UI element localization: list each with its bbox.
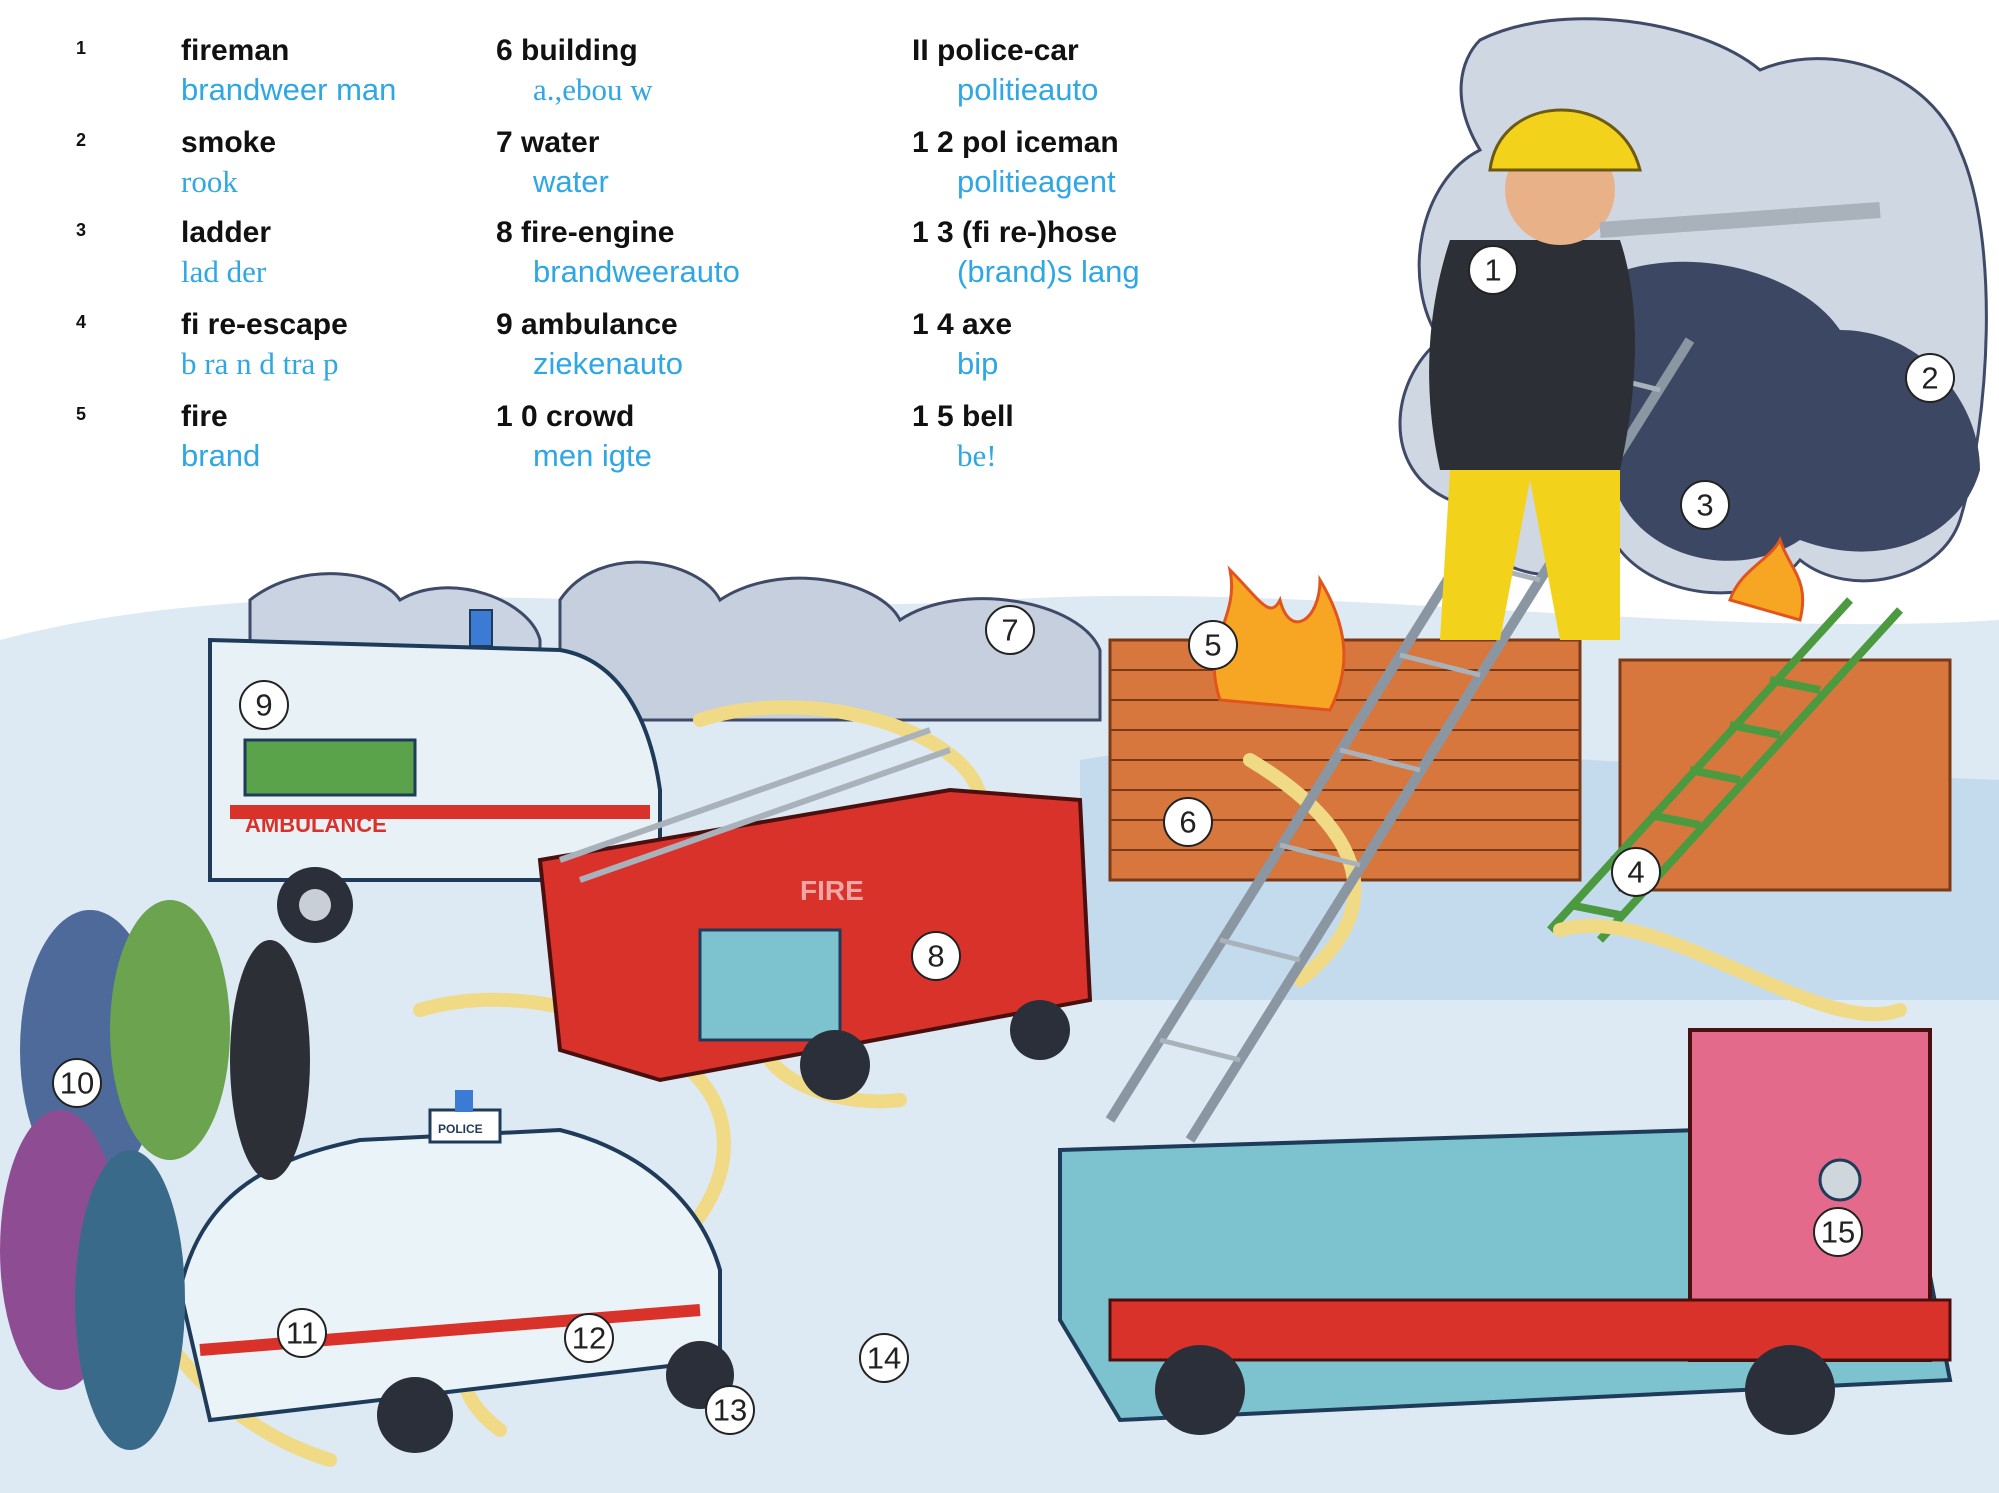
police-car-label: POLICE — [438, 1122, 483, 1136]
callout-label-2: 2 — [1921, 360, 1939, 396]
vocab-translation: men igte — [533, 438, 652, 473]
vocab-translation: b ra n d tra p — [181, 346, 339, 381]
callout-label-9: 9 — [255, 687, 273, 723]
callout-label-15: 15 — [1820, 1214, 1856, 1250]
callout-label-14: 14 — [866, 1340, 902, 1376]
callout-label-5: 5 — [1204, 627, 1222, 663]
vocab-number: 3 — [76, 220, 87, 240]
vocab-number: 4 — [76, 312, 87, 332]
vocab-translation: ziekenauto — [533, 346, 683, 381]
callout-label-1: 1 — [1484, 252, 1502, 288]
vocab-translation: bip — [957, 346, 999, 381]
brick-wall-right — [1620, 660, 1950, 890]
vocab-term: 1 4 axe — [912, 308, 1013, 341]
callout-label-6: 6 — [1179, 804, 1197, 840]
vocab-number: 1 — [76, 38, 87, 58]
vocab-term: fire — [181, 400, 228, 433]
callout-label-8: 8 — [927, 938, 945, 974]
callout-label-11: 11 — [285, 1315, 319, 1351]
vocab-translation: brandweer man — [181, 72, 397, 107]
vocab-translation: lad der — [181, 254, 267, 289]
vocab-term: 1 5 bell — [912, 400, 1014, 433]
vocab-translation: water — [533, 164, 609, 199]
vocab-term: 6 building — [496, 34, 638, 67]
vocab-translation: (brand)s lang — [957, 254, 1140, 289]
callout-label-12: 12 — [571, 1320, 607, 1356]
vocab-term: 1 0 crowd — [496, 400, 635, 433]
vocab-translation: politieauto — [957, 72, 1099, 107]
vocab-term: II police-car — [912, 34, 1079, 67]
vocab-translation: a.,ebou w — [533, 72, 653, 107]
vocab-term: fireman — [181, 34, 290, 67]
fire-engine-label: FIRE — [800, 875, 864, 906]
callout-label-3: 3 — [1696, 487, 1714, 523]
callout-label-10: 10 — [59, 1065, 95, 1101]
vocab-number: 2 — [76, 130, 87, 150]
callout-label-7: 7 — [1001, 612, 1019, 648]
callout-label-13: 13 — [712, 1392, 748, 1428]
vocab-term: 1 2 pol iceman — [912, 126, 1119, 159]
vocab-term: 7 water — [496, 126, 600, 159]
vocab-term: 9 ambulance — [496, 308, 678, 341]
callout-label-4: 4 — [1627, 854, 1645, 890]
vocabulary-list — [0, 0, 1999, 473]
vocab-term: 8 fire-engine — [496, 216, 675, 249]
vocab-translation: rook — [181, 164, 238, 199]
vocab-term: ladder — [181, 216, 272, 249]
vocab-term: 1 3 (fi re-)hose — [912, 216, 1118, 249]
vocab-number: 5 — [76, 404, 87, 424]
vocab-translation: be! — [957, 438, 997, 473]
vocab-term: fi re-escape — [181, 308, 348, 341]
vocab-translation: brand — [181, 438, 261, 473]
vocab-translation: brandweerauto — [533, 254, 740, 289]
vocab-term: smoke — [181, 126, 277, 159]
ambulance-label: AMBULANCE — [245, 812, 387, 837]
vocab-translation: politieagent — [957, 164, 1116, 199]
